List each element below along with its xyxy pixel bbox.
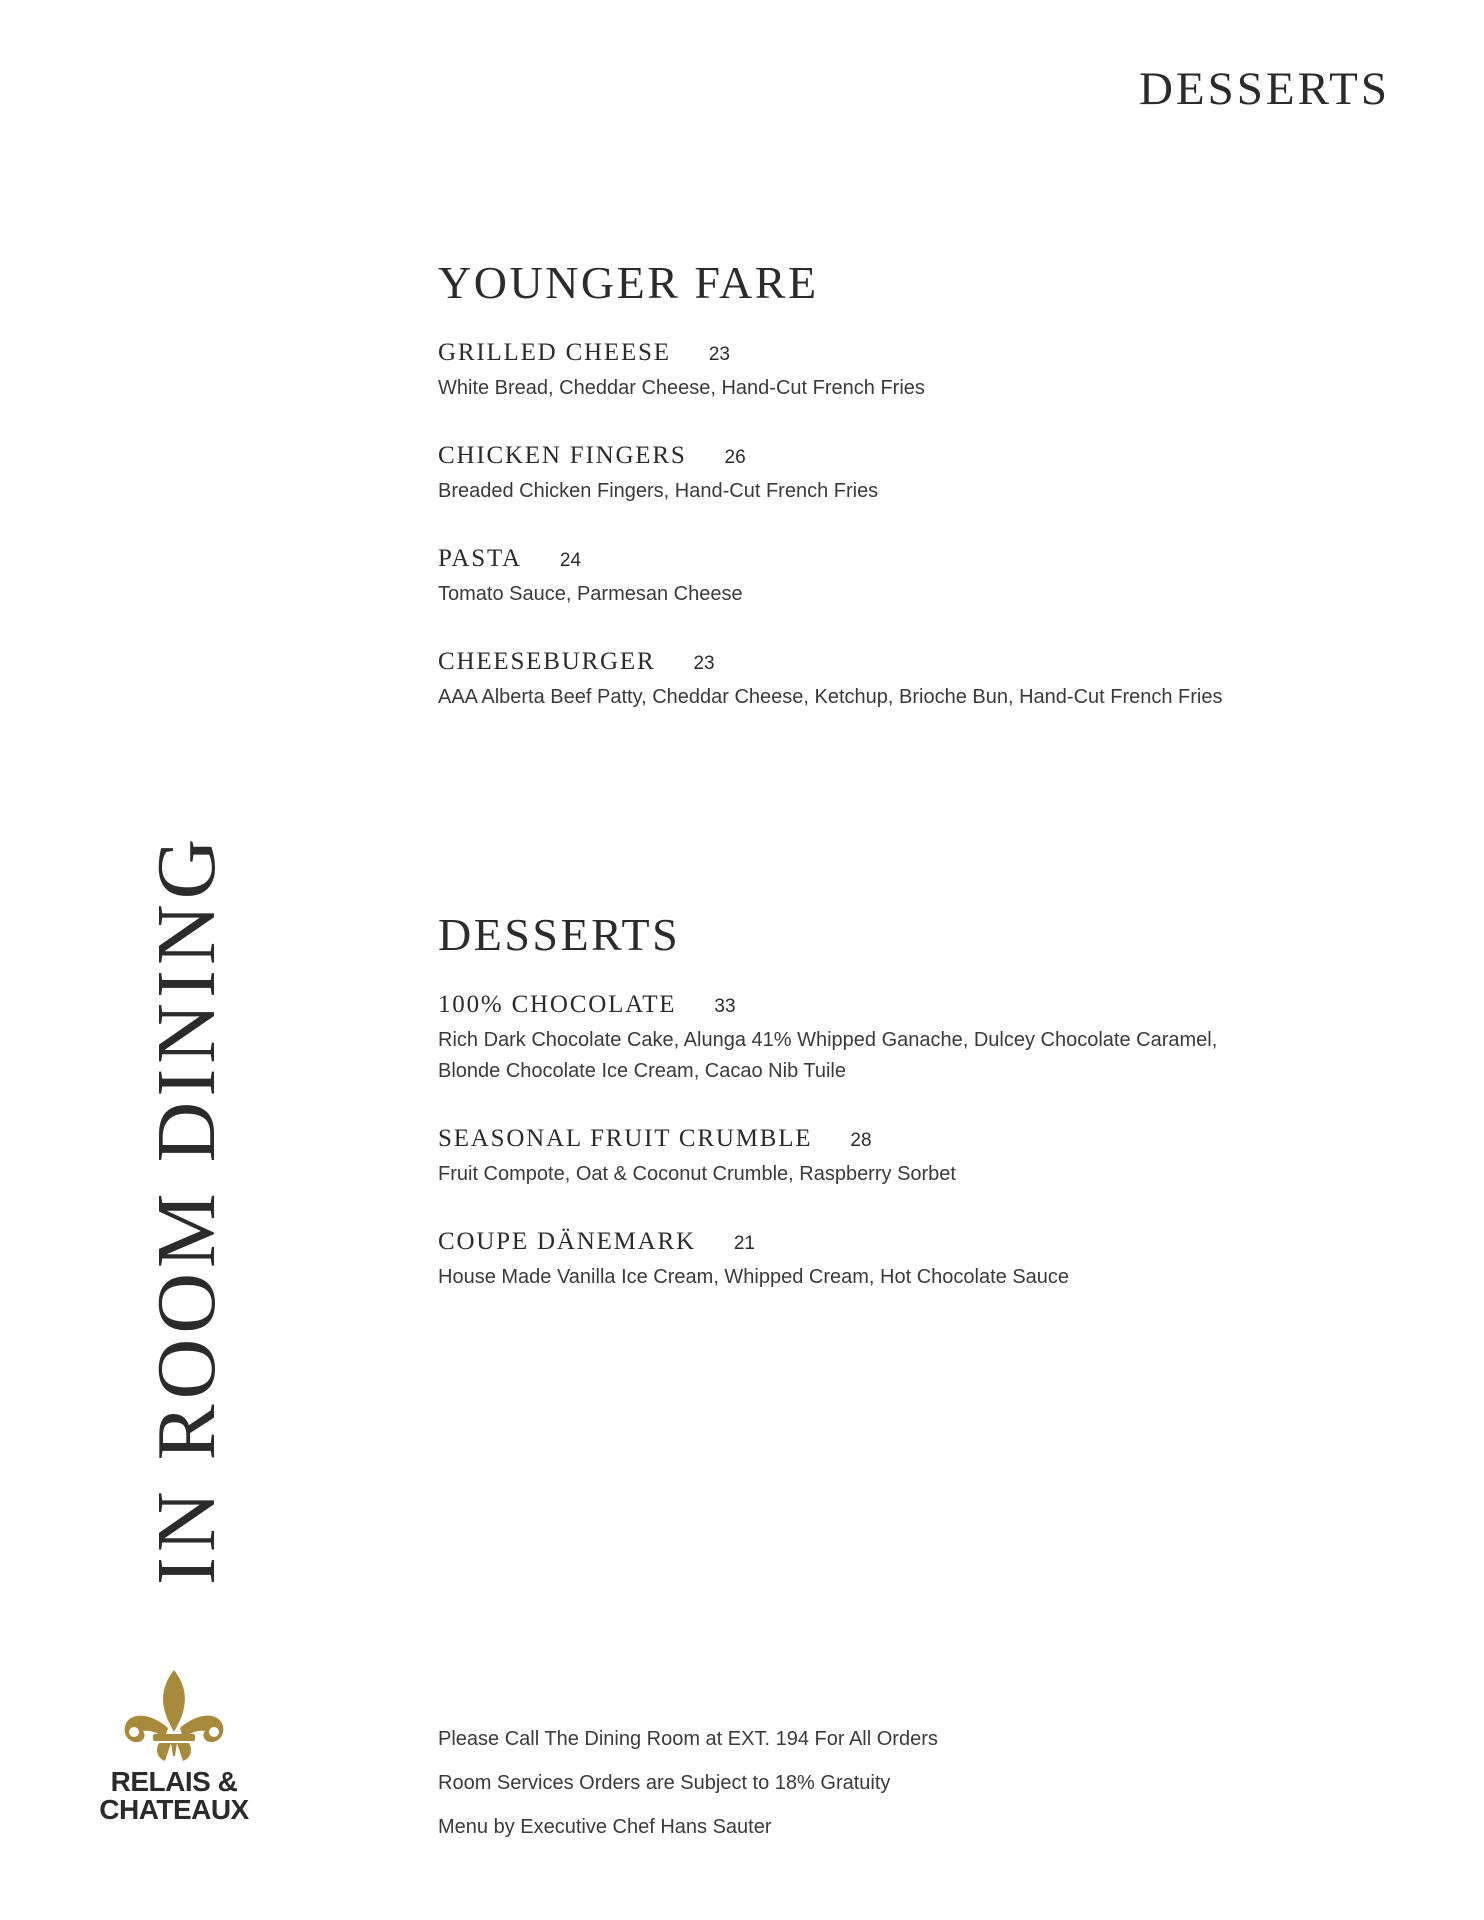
- section-title: YOUNGER FARE: [438, 257, 819, 308]
- item-description: Fruit Compote, Oat & Coconut Crumble, Raspberry Sorbet: [438, 1163, 956, 1185]
- section-desserts: [438, 907, 1398, 1329]
- footer-line: Menu by Executive Chef Hans Sauter: [438, 1816, 772, 1838]
- item-description: AAA Alberta Beef Patty, Cheddar Cheese, Ketchup, Brioche Bun, Hand-Cut French Fries: [438, 686, 1223, 708]
- menu-item: [438, 989, 1398, 1087]
- item-price: 33: [714, 996, 736, 1017]
- item-name: GRILLED CHEESE: [438, 339, 671, 366]
- item-description: White Bread, Cheddar Cheese, Hand-Cut French Fries: [438, 377, 925, 399]
- item-description: Rich Dark Chocolate Cake, Alunga 41% Whipped Ganache, Dulcey Chocolate Caramel, Blonde Chocolate Ice Cream, Cacao Nib Tuile: [438, 1029, 1218, 1082]
- item-price: 28: [850, 1130, 872, 1151]
- item-price: 24: [559, 550, 582, 571]
- menu-item: [438, 337, 1398, 404]
- item-name: PASTA: [438, 545, 522, 572]
- item-name: 100% CHOCOLATE: [438, 991, 677, 1018]
- menu-item: [438, 1123, 1398, 1190]
- item-price: 23: [708, 344, 730, 365]
- footer-line: Room Services Orders are Subject to 18% Gratuity: [438, 1772, 891, 1794]
- item-price: 26: [724, 447, 746, 468]
- item-price: 21: [733, 1233, 755, 1254]
- section-younger-fare: [438, 255, 1398, 749]
- section-title: DESSERTS: [438, 909, 681, 960]
- footer-line: Please Call The Dining Room at EXT. 194 For All Orders: [438, 1728, 938, 1750]
- item-description: Tomato Sauce, Parmesan Cheese: [438, 583, 743, 605]
- item-name: SEASONAL FRUIT CRUMBLE: [438, 1125, 813, 1152]
- item-name: COUPE DÄNEMARK: [438, 1228, 696, 1255]
- page-title: DESSERTS: [1138, 63, 1390, 115]
- item-name: CHICKEN FINGERS: [438, 442, 687, 469]
- item-description: Breaded Chicken Fingers, Hand-Cut French Fries: [438, 480, 879, 502]
- fleur-de-lis-icon: [119, 1668, 229, 1764]
- logo-text-line1: RELAIS &: [110, 1766, 238, 1797]
- item-price: 23: [693, 653, 715, 674]
- menu-item: [438, 1226, 1398, 1293]
- item-name: CHEESEBURGER: [438, 648, 656, 675]
- menu-item: [438, 646, 1398, 713]
- menu-item: [438, 543, 1398, 610]
- item-description: House Made Vanilla Ice Cream, Whipped Cream, Hot Chocolate Sauce: [438, 1266, 1070, 1288]
- menu-item: [438, 440, 1398, 507]
- footer-notes: [438, 1717, 938, 1849]
- side-title: IN ROOM DINING: [140, 833, 233, 1585]
- logo-text-line2: CHATEAUX: [99, 1794, 249, 1825]
- relais-chateaux-logo: [94, 1668, 254, 1824]
